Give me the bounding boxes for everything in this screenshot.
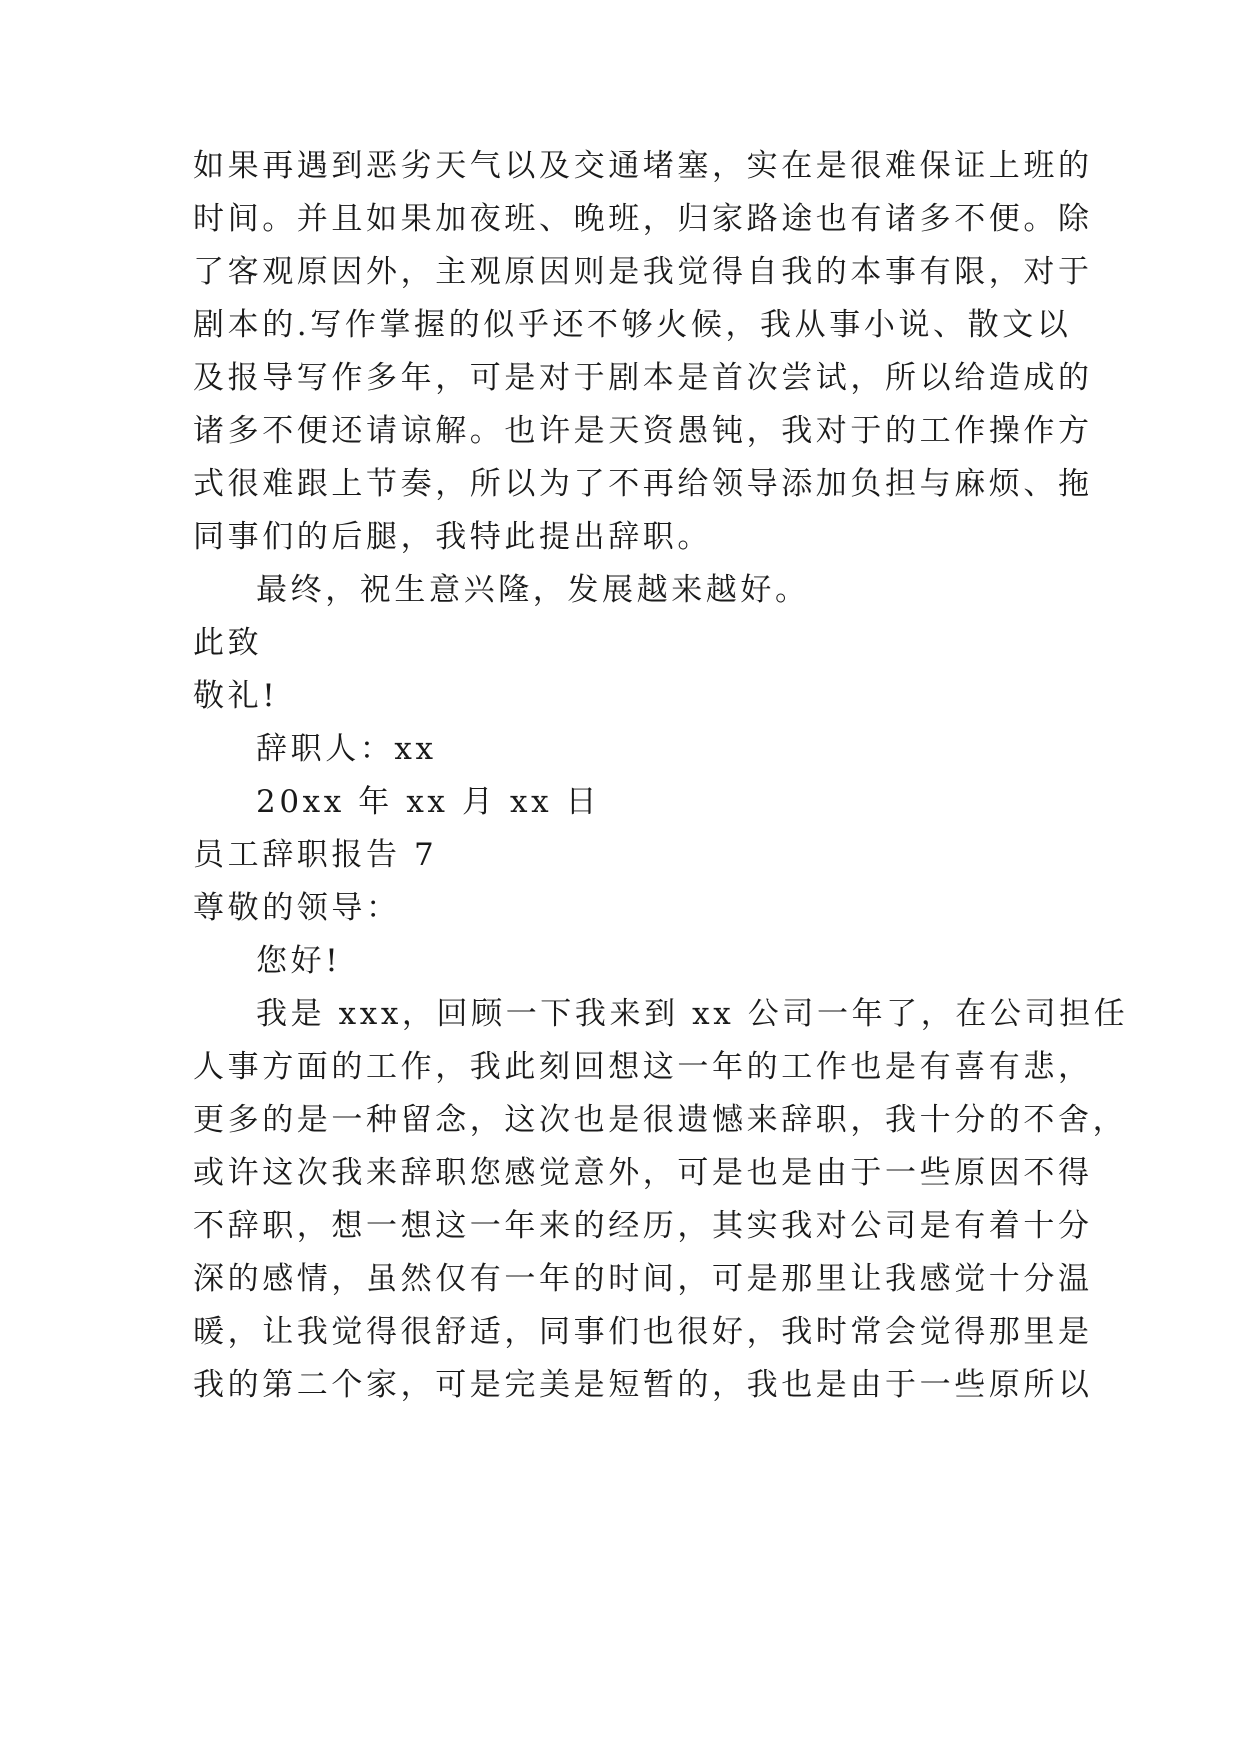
signature-date: 20xx 年 xx 月 xx 日 — [256, 784, 601, 820]
salutation-line: 此致 — [193, 625, 263, 661]
salutation-line: 敬礼! — [193, 678, 279, 714]
greeting-line: 尊敬的领导： — [193, 890, 401, 926]
text-line: 同事们的后腿，我特此提出辞职。 — [193, 519, 712, 555]
text-line: 或许这次我来辞职您感觉意外，可是也是由于一些原因不得 — [193, 1155, 1093, 1191]
text-line: 如果再遇到恶劣天气以及交通堵塞，实在是很难保证上班的 — [193, 148, 1093, 184]
text-line: 剧本的.写作掌握的似乎还不够火候，我从事小说、散文以 — [193, 307, 1072, 343]
text-line: 了客观原因外，主观原因则是我觉得自我的本事有限，对于 — [193, 254, 1093, 290]
text-line: 我是 xxx，回顾一下我来到 xx 公司一年了，在公司担任 — [256, 996, 1129, 1032]
greeting-line: 您好! — [256, 943, 342, 979]
closing-wish: 最终，祝生意兴隆，发展越来越好。 — [256, 572, 810, 608]
signature-name: 辞职人：xx — [256, 731, 437, 767]
text-line: 人事方面的工作，我此刻回想这一年的工作也是有喜有悲， — [193, 1049, 1093, 1085]
section-title: 员工辞职报告 7 — [193, 837, 438, 873]
text-line: 我的第二个家，可是完美是短暂的，我也是由于一些原所以 — [193, 1367, 1093, 1403]
text-line: 及报导写作多年，可是对于剧本是首次尝试，所以给造成的 — [193, 360, 1093, 396]
text-line: 不辞职，想一想这一年来的经历，其实我对公司是有着十分 — [193, 1208, 1093, 1244]
text-line: 式很难跟上节奏，所以为了不再给领导添加负担与麻烦、拖 — [193, 466, 1093, 502]
text-line: 更多的是一种留念，这次也是很遗憾来辞职，我十分的不舍， — [193, 1102, 1128, 1138]
text-line: 诸多不便还请谅解。也许是天资愚钝，我对于的工作操作方 — [193, 413, 1093, 449]
text-line: 深的感情，虽然仅有一年的时间，可是那里让我感觉十分温 — [193, 1261, 1093, 1297]
text-line: 时间。并且如果加夜班、晚班，归家路途也有诸多不便。除 — [193, 201, 1093, 237]
text-line: 暖，让我觉得很舒适，同事们也很好，我时常会觉得那里是 — [193, 1314, 1093, 1350]
